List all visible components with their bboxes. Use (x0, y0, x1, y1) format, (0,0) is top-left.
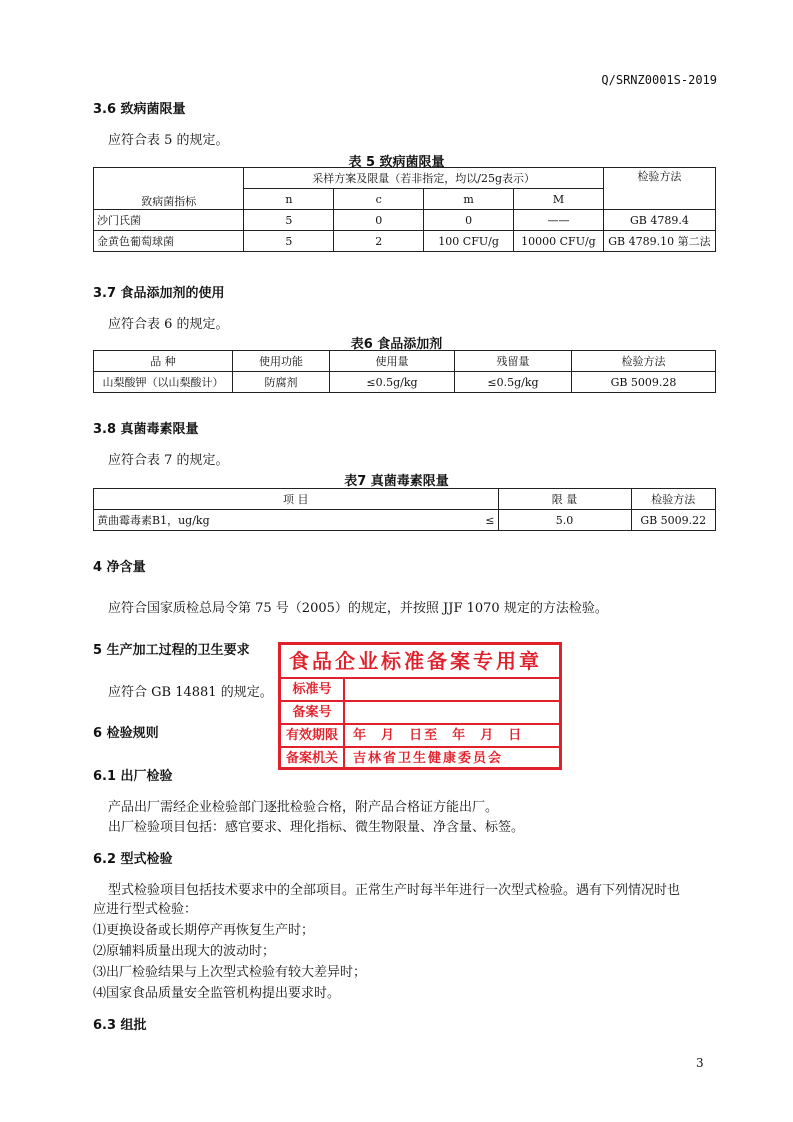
table-subheader: n (244, 189, 334, 210)
table-cell: 10000 CFU/g (514, 231, 604, 252)
table-cell: 5 (244, 231, 334, 252)
section-3-6-heading: 3.6 致病菌限量 (93, 102, 186, 117)
section-6-1-heading: 6.1 出厂检验 (93, 769, 173, 784)
document-code: Q/SRNZ0001S-2019 (601, 73, 717, 87)
table-cell: 5 (244, 210, 334, 231)
table-cell: 0 (334, 210, 424, 231)
section-5-text: 应符合 GB 14881 的规定。 (108, 685, 273, 700)
table-7-title: 表7 真菌毒素限量 (344, 474, 449, 489)
table-row (94, 231, 716, 252)
table-cell: ≤ (468, 510, 499, 531)
table-header: 项 目 (94, 489, 499, 510)
table-header: 使用功能 (233, 351, 330, 372)
section-4-text: 应符合国家质检总局令第 75 号（2005）的规定，并按照 JJF 1070 规定的方法检验。 (108, 601, 608, 616)
table-cell: 金黄色葡萄球菌 (94, 231, 244, 252)
stamp-label: 标准号 (281, 679, 345, 700)
table-5-title: 表 5 致病菌限量 (348, 155, 445, 170)
list-item: ⑴更换设备或长期停产再恢复生产时； (93, 923, 315, 938)
table-6 (93, 350, 716, 393)
table-7 (93, 488, 716, 531)
section-6-1-line: 出厂检验项目包括：感官要求、理化指标、微生物限量、净含量、标签。 (108, 820, 525, 835)
table-cell: GB 4789.10 第二法 (603, 231, 715, 252)
section-6-2-line: 型式检验项目包括技术要求中的全部项目。正常生产时每半年进行一次型式检验。遇有下列情况时也 (108, 883, 681, 898)
table-cell: 2 (334, 231, 424, 252)
stamp-label: 有效期限 (281, 725, 345, 746)
section-6-2-line: 应进行型式检验： (93, 902, 198, 917)
section-3-7-heading: 3.7 食品添加剂的使用 (93, 286, 225, 301)
list-item: ⑵原辅料质量出现大的波动时； (93, 944, 276, 959)
table-cell: —— (514, 210, 604, 231)
table-header: 检验方法 (631, 489, 716, 510)
table-cell: GB 5009.28 (572, 372, 716, 393)
section-3-8-text: 应符合表 7 的规定。 (108, 453, 229, 468)
stamp-label: 备案机关 (281, 748, 345, 770)
table-subheader: m (424, 189, 514, 210)
table-cell: 山梨酸钾（以山梨酸计） (94, 372, 233, 393)
section-3-6-text: 应符合表 5 的规定。 (108, 133, 229, 148)
page-number: 3 (696, 1056, 704, 1070)
stamp-label: 备案号 (281, 702, 345, 723)
section-5-heading: 5 生产加工过程的卫生要求 (93, 643, 250, 658)
filing-stamp (278, 642, 562, 770)
table-cell: GB 5009.22 (631, 510, 716, 531)
table-header: 检验方法 (572, 351, 716, 372)
table-header: 检验方法 (603, 168, 715, 210)
list-item: ⑷国家食品质量安全监管机构提出要求时。 (93, 986, 341, 1001)
table-header: 采样方案及限量（若非指定，均以/25g表示） (244, 168, 603, 189)
section-6-1-line: 产品出厂需经企业检验部门逐批检验合格，附产品合格证方能出厂。 (108, 800, 499, 815)
table-row (94, 210, 716, 231)
table-row (94, 510, 716, 531)
section-6-3-heading: 6.3 组批 (93, 1018, 147, 1033)
table-subheader: M (514, 189, 604, 210)
stamp-validity: 年 月 日至 年 月 日 (353, 728, 524, 743)
table-cell: 沙门氏菌 (94, 210, 244, 231)
table-6-title: 表6 食品添加剂 (350, 337, 443, 352)
section-6-heading: 6 检验规则 (93, 726, 159, 741)
section-3-8-heading: 3.8 真菌毒素限量 (93, 422, 199, 437)
table-cell: 0 (424, 210, 514, 231)
table-cell: 5.0 (498, 510, 631, 531)
section-4-heading: 4 净含量 (93, 560, 146, 575)
section-6-2-heading: 6.2 型式检验 (93, 852, 173, 867)
section-3-7-text: 应符合表 6 的规定。 (108, 317, 229, 332)
stamp-title: 食品企业标准备案专用章 (281, 645, 559, 679)
table-cell: 防腐剂 (233, 372, 330, 393)
table-header: 品 种 (94, 351, 233, 372)
table-header: 使用量 (330, 351, 455, 372)
list-item: ⑶出厂检验结果与上次型式检验有较大差异时； (93, 965, 367, 980)
table-5 (93, 167, 716, 252)
stamp-authority: 吉林省卫生健康委员会 (353, 751, 504, 766)
table-cell: 100 CFU/g (424, 231, 514, 252)
table-header: 致病菌指标 (94, 168, 244, 210)
table-cell: GB 4789.4 (603, 210, 715, 231)
table-subheader: c (334, 189, 424, 210)
table-cell: ≤0.5g/kg (455, 372, 572, 393)
table-row (94, 372, 716, 393)
table-cell: ≤0.5g/kg (330, 372, 455, 393)
table-cell: 黄曲霉毒素B1，ug/kg (94, 510, 468, 531)
table-header: 残留量 (455, 351, 572, 372)
table-header: 限 量 (498, 489, 631, 510)
